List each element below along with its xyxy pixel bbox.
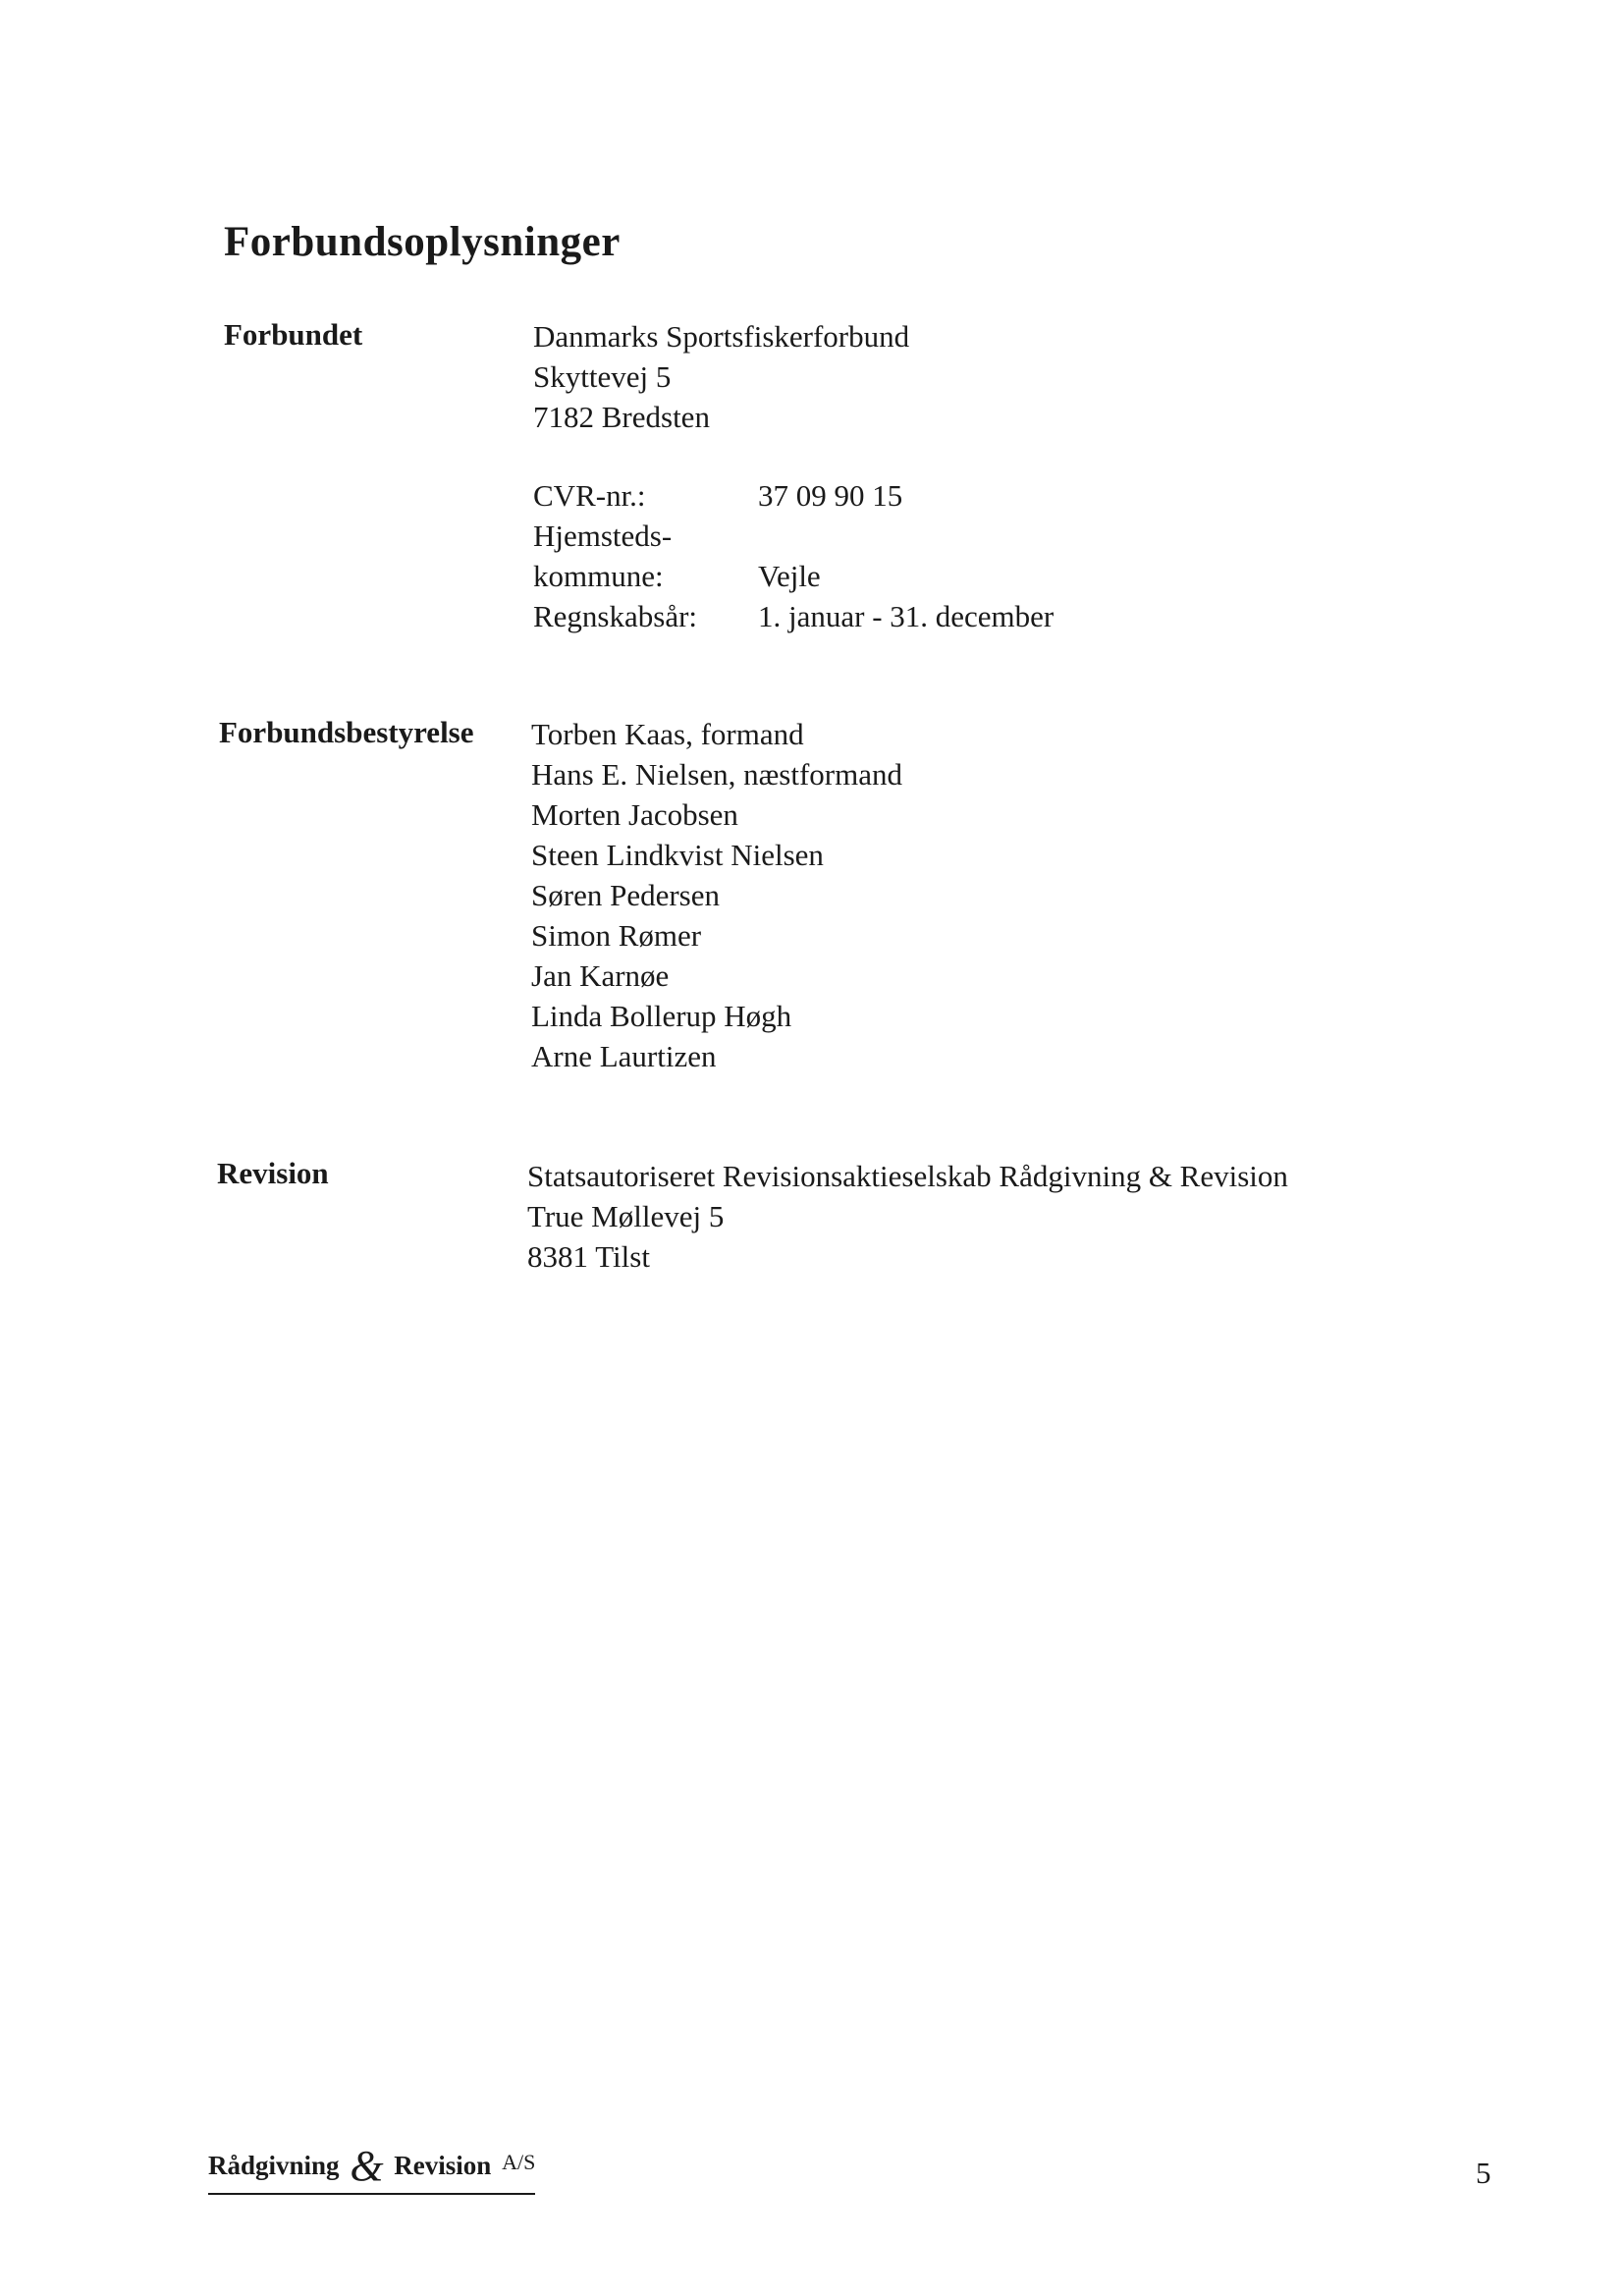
logo-suffix: A/S: [502, 2150, 536, 2174]
logo-ampersand: &: [350, 2142, 384, 2190]
hjemsted-row: [533, 516, 1054, 556]
address-line: Statsautoriseret Revisionsaktieselskab Rådgivning & Revision: [527, 1159, 1288, 1193]
cvr-label: CVR-nr.:: [533, 478, 646, 513]
member-item: Simon Rømer: [531, 918, 702, 953]
address-line: Skyttevej 5: [533, 359, 672, 394]
company-logo: [208, 2141, 535, 2195]
hjemsted-value: Vejle: [758, 559, 821, 593]
hjemsted-row-2: [533, 556, 1054, 596]
section-label-forbundet: Forbundet: [224, 317, 363, 352]
member-item: Søren Pedersen: [531, 878, 720, 912]
revision-address: [527, 1156, 1288, 1277]
page-title: Forbundsoplysninger: [224, 219, 621, 265]
regnskab-row: [533, 596, 1054, 636]
regnskab-value: 1. januar - 31. december: [758, 599, 1055, 633]
hjemsted-label-2: kommune:: [533, 559, 664, 593]
bestyrelse-members: [531, 714, 902, 1076]
forbund-details-table: [533, 475, 1054, 636]
address-line: True Møllevej 5: [527, 1199, 725, 1233]
member-item: Steen Lindkvist Nielsen: [531, 838, 824, 872]
member-item: Morten Jacobsen: [531, 797, 738, 832]
address-line: 8381 Tilst: [527, 1239, 650, 1274]
address-line: Danmarks Sportsfiskerforbund: [533, 319, 910, 354]
member-item: Arne Laurtizen: [531, 1039, 717, 1073]
forbundet-address: [533, 316, 909, 437]
logo-text-2: Revision: [394, 2151, 492, 2180]
logo-text-1: Rådgivning: [208, 2151, 340, 2180]
hjemsted-label-1: Hjemsteds-: [533, 519, 673, 553]
cvr-value: 37 09 90 15: [758, 478, 903, 513]
member-item: Torben Kaas, formand: [531, 717, 804, 751]
regnskab-label: Regnskabsår:: [533, 599, 698, 633]
address-line: 7182 Bredsten: [533, 400, 710, 434]
member-item: Hans E. Nielsen, næstformand: [531, 757, 902, 792]
section-label-revision: Revision: [217, 1156, 329, 1190]
cvr-row: [533, 475, 1054, 516]
section-label-bestyrelse: Forbundsbestyrelse: [219, 715, 474, 749]
member-item: Jan Karnøe: [531, 958, 670, 993]
member-item: Linda Bollerup Høgh: [531, 999, 792, 1033]
page-number: 5: [1476, 2156, 1491, 2190]
